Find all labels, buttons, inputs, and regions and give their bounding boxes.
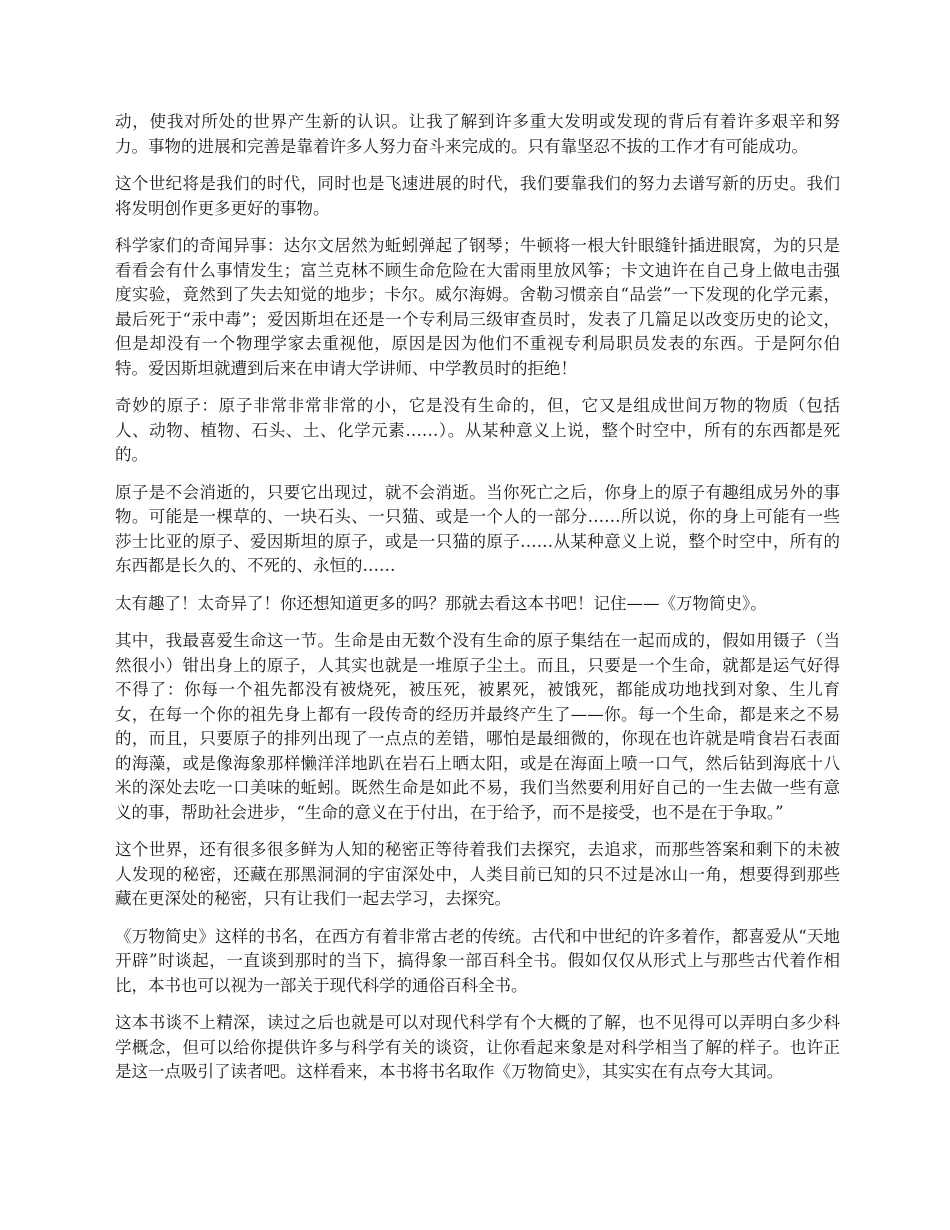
- paragraph-10: 这本书谈不上精深，读过之后也就是可以对现代科学有个大概的了解，也不见得可以弄明白多少科学概念，但可以给你提供许多与科学有关的谈资，让你看起来象是对科学相当了解的样子。也许正是这一点吸引了读者吧。这样看来，本书将书名取作《万物简史》，其实实在有点夸大其词。: [115, 1013, 840, 1081]
- paragraph-9: 《万物简史》这样的书名，在西方有着非常古老的传统。古代和中世纪的许多着作，都喜爱从“天地开辟”时谈起，一直谈到那时的当下，搞得象一部百科全书。假如仅仅从形式上与那些古代着作相比，本书也可以视为一部关于现代科学的通俗百科全书。: [115, 926, 840, 995]
- paragraph-4: 奇妙的原子：原子非常非常非常的小，它是没有生命的，但，它又是组成世间万物的物质（包括人、动物、植物、石头、土、化学元素……）。从某种意义上说，整个时空中，所有的东西都是死的。: [115, 396, 840, 464]
- paragraph-7: 其中，我最喜爱生命这一节。生命是由无数个没有生命的原子集结在一起而成的，假如用镊子（当然很小）钳出身上的原子，人其实也就是一堆原子尘土。而且，只要是一个生命，就都是运气好得不得了：你每一个祖先都没有被烧死，被压死，被累死，被饿死，都能成功地找到对象、生儿育女，在每一个你的祖先身上都有一段传奇的经历并最终产生了——你。每一个生命，都是来之不易的，而且，只要原子的排列出现了一点点的差错，哪怕是最细微的，你现在也许就是啃食岩石表面的海藻，或是像海象那样懒洋洋地趴在岩石上晒太阳，或是在海面上喷一口气，然后钻到海底十八米的深处去吃一口美味的蚯蚓。既然生命是如此不易，我们当然要利用好自己的一生去做一些有意义的事，帮助社会进步，“生命的意义在于付出，在于给予，而不是接受，也不是在于争取。”: [115, 631, 840, 822]
- paragraph-6: 太有趣了！太奇异了！你还想知道更多的吗？那就去看这本书吧！记住——《万物简史》。: [115, 593, 767, 613]
- paragraph-2: 这个世纪将是我们的时代，同时也是飞速进展的时代，我们要靠我们的努力去谱写新的历史。我们将发明创作更多更好的事物。: [115, 174, 840, 218]
- paragraph-1: 动，使我对所处的世界产生新的认识。让我了解到许多重大发明或发现的背后有着许多艰辛和努力。事物的进展和完善是靠着许多人努力奋斗来完成的。只有靠坚忍不拔的工作才有可能成功。: [115, 112, 840, 156]
- paragraph-8: 这个世界，还有很多很多鲜为人知的秘密正等待着我们去探究，去追求，而那些答案和剩下的未被人发现的秘密，还藏在那黑洞洞的宇宙深处中，人类目前已知的只不过是冰山一角，想要得到那些藏在更深处的秘密，只有让我们一起去学习，去探究。: [115, 840, 840, 908]
- paragraph-5: 原子是不会消逝的，只要它出现过，就不会消逝。当你死亡之后，你身上的原子有趣组成另外的事物。可能是一棵草的、一块石头、一只猫、或是一个人的一部分……所以说，你的身上可能有一些莎士比亚的原子、爱因斯坦的原子，或是一只猫的原子……从某种意义上说，整个时空中，所有的东西都是长久的、不死的、永恒的……: [115, 482, 840, 575]
- paragraph-3: 科学家们的奇闻异事：达尔文居然为蚯蚓弹起了钢琴；牛顿将一根大针眼缝针插进眼窝，为的只是看看会有什么事情发生；富兰克林不顾生命危险在大雷雨里放风筝；卡文迪许在自己身上做电击强度实验，竟然到了失去知觉的地步；卡尔。威尔海姆。舍勒习惯亲自“品尝”一下发现的化学元素，最后死于“汞中毒”；爱因斯坦在还是一个专利局三级审查员时，发表了几篇足以改变历史的论文，但是却没有一个物理学家去重视他，原因是因为他们不重视专利局职员发表的东西。于是阿尔伯特。爱因斯坦就遭到后来在申请大学讲师、中学教员时的拒绝！: [115, 236, 840, 378]
